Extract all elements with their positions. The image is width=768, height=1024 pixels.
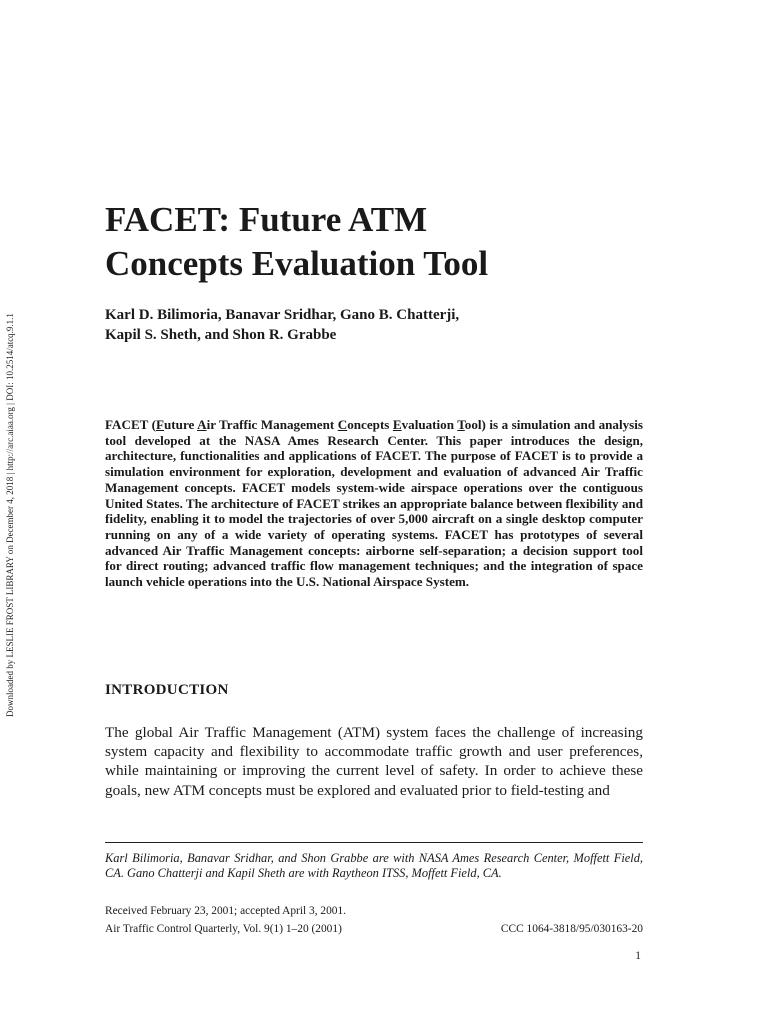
- paper-title-line-2: Concepts Evaluation Tool: [105, 244, 489, 283]
- abstract: [105, 417, 643, 590]
- paper-title-line-1: FACET: Future ATM: [105, 200, 428, 239]
- author-affiliation-footnote: Karl Bilimoria, Banavar Sridhar, and Shon Grabbe are with NASA Ames Research Center, Moffett Field, CA. Gano Chatterji and Kapil Sheth are with Raytheon ITSS, Moffett Field, CA.: [105, 851, 643, 880]
- abstract-acronym-f: F: [156, 417, 165, 432]
- abstract-acronym-c: C: [337, 417, 348, 432]
- download-notice-text: Downloaded by LESLIE FROST LIBRARY on December 4, 2018 | http://arc.aiaa.org | DOI: 10.2514/atcq.9.1.1: [5, 313, 15, 717]
- paper-title: [105, 198, 665, 286]
- abstract-word-4: valuation: [401, 417, 458, 432]
- abstract-word-3: oncepts: [347, 417, 393, 432]
- abstract-word-2: ir Traffic Management: [206, 417, 338, 432]
- page-number: 1: [635, 950, 641, 962]
- abstract-word-1: uture: [164, 417, 198, 432]
- section-heading-introduction: INTRODUCTION: [105, 682, 229, 698]
- author-line-1: Karl D. Bilimoria, Banavar Sridhar, Gano B. Chatterji,: [105, 307, 460, 323]
- ccc-code: CCC 1064-3818/95/030163-20: [500, 923, 643, 935]
- abstract-word-5: ool): [464, 417, 486, 432]
- footnote-divider: [105, 842, 643, 843]
- download-notice: [0, 290, 20, 740]
- abstract-body: is a simulation and analysis tool developed at the NASA Ames Research Center. This paper introduces the design, architecture, functionalities and applications of FACET. The purpose of FACET is to provide a simulation environment for exploration, development and evaluation of advanced Air Traffic Management concepts. FACET models system-wide airspace operations over the contiguous United States. The architecture of FACET strikes an appropriate balance between flexibility and fidelity, enabling it to model the trajectories of over 5,000 aircraft on a single desktop computer running on any of a wide variety of operating systems. FACET has prototypes of several advanced Air Traffic Management concepts: airborne self-separation; a decision support tool for direct routing; advanced traffic flow management techniques; and the integration of space launch vehicle operations into the U.S. National Airspace System.: [105, 417, 643, 590]
- received-date: Received February 23, 2001; accepted April 3, 2001.: [105, 905, 347, 917]
- author-list: [105, 305, 665, 345]
- abstract-lead: FACET (: [105, 417, 157, 432]
- journal-citation: Air Traffic Control Quarterly, Vol. 9(1) 1–20 (2001): [105, 923, 342, 935]
- introduction-paragraph: The global Air Traffic Management (ATM) system faces the challenge of increasing system capacity and flexibility to accommodate traffic growth and user preferences, while maintaining or improving the current level of safety. In order to achieve these goals, new ATM concepts must be explored and evaluated prior to field-testing and: [105, 724, 643, 799]
- author-line-2: Kapil S. Sheth, and Shon R. Grabbe: [105, 327, 337, 343]
- abstract-acronym-t: T: [457, 417, 465, 432]
- abstract-acronym-a: A: [197, 417, 207, 432]
- abstract-acronym-e: E: [392, 417, 402, 432]
